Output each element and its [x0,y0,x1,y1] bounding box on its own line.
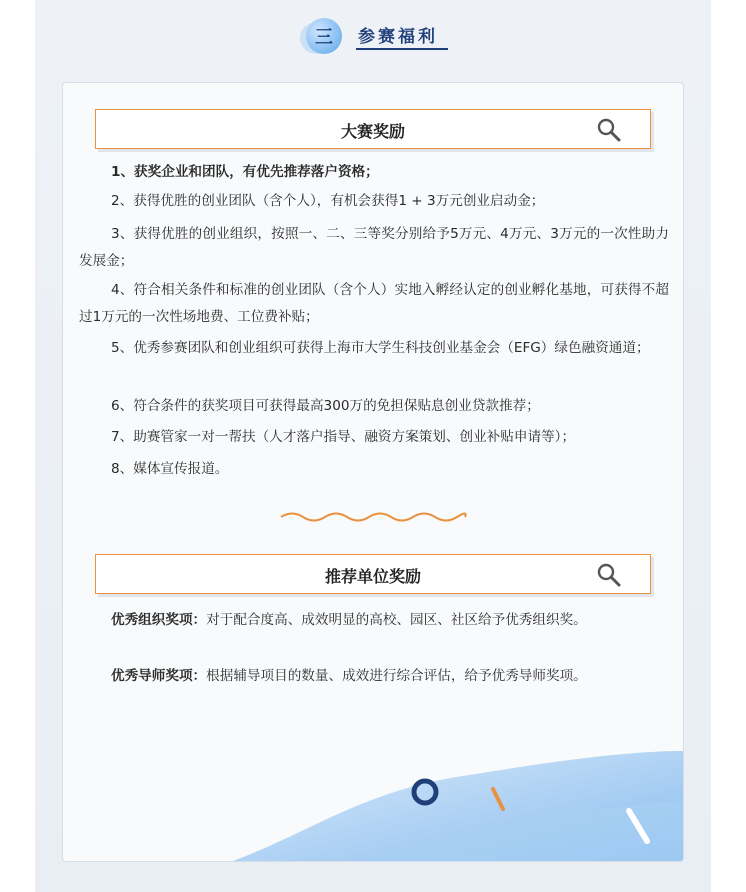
excellent-mentor-label: 优秀导师奖项： [111,668,207,684]
competition-awards-heading-box [95,109,651,149]
excellent-mentor-text: 根据辅导项目的数量、成效进行综合评估，给予优秀导师奖项。 [206,668,587,684]
magnifier-icon [596,117,622,143]
award-item-3: 3、获得优胜的创业组织，按照一、二、三等奖分别给予5万元、4万元、3万元的一次性助力发展金； [79,226,669,269]
recommending-unit-awards-title: 推荐单位奖励 [324,567,421,586]
award-item-7: 7、助赛管家一对一帮扶（人才落户指导、融资方案策划、创业补贴申请等）； [111,429,576,445]
content-card [62,82,684,862]
bottom-wave-decoration [63,721,683,861]
magnifier-icon [596,562,622,588]
award-item-2: 2、获得优胜的创业团队（含个人），有机会获得1 + 3万元创业启动金； [111,193,545,209]
section-header [300,14,460,58]
award-item-4: 4、符合相关条件和标准的创业团队（含个人）实地入孵经认定的创业孵化基地，可获得不超过1万元的一次性场地费、工位费补贴； [79,282,669,325]
competition-awards-title: 大赛奖励 [340,122,405,141]
excellent-organization-label: 优秀组织奖项： [111,612,207,628]
wave-divider [279,510,467,524]
section-number-badge: 三 [306,18,342,54]
recommending-unit-awards-heading-box [95,554,651,594]
excellent-organization-award [79,607,669,634]
header-underline [356,48,448,50]
excellent-mentor-award [79,663,669,690]
section-title: 参赛福利 [358,27,438,47]
award-item-5: 5、优秀参赛团队和创业组织可获得上海市大学生科技创业基金会（EFG）绿色融资通道； [111,340,650,356]
award-item-8: 8、媒体宣传报道。 [111,461,229,477]
award-item-6: 6、符合条件的获奖项目可获得最高300万的免担保贴息创业贷款推荐； [111,398,540,414]
excellent-organization-text: 对于配合度高、成效明显的高校、园区、社区给予优秀组织奖。 [206,612,587,628]
award-item-1: 1、获奖企业和团队，有优先推荐落户资格； [111,164,379,180]
